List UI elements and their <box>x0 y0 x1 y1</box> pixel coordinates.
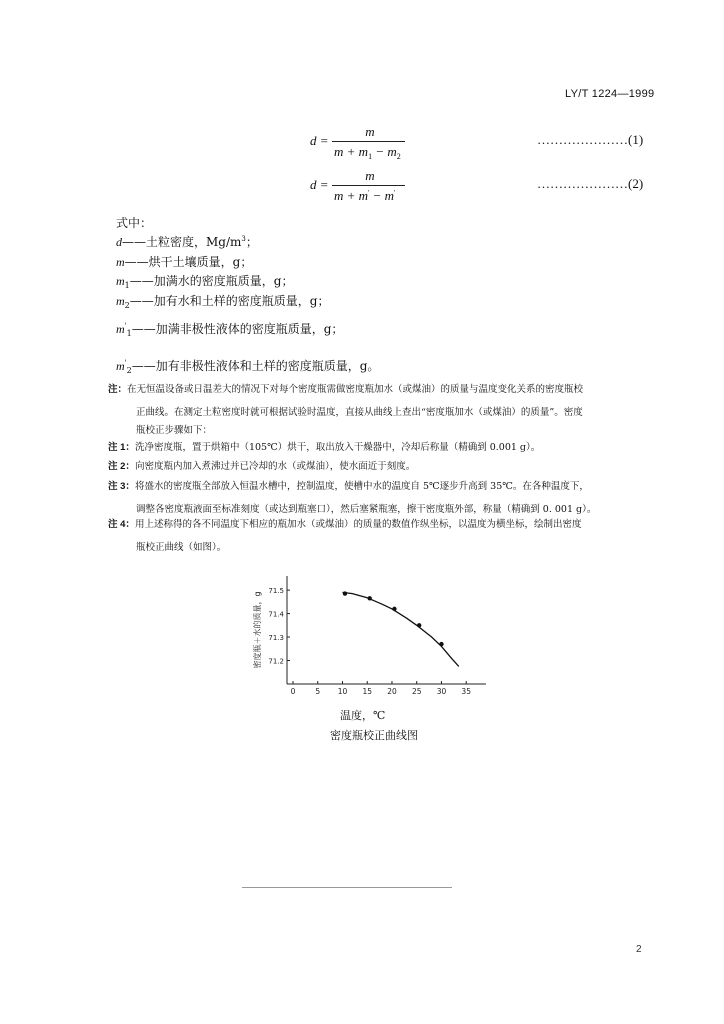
note-2: 注 2：向密度瓶内加入煮沸过并已冷却的水（或煤油），使水面近于刻度。 <box>108 461 416 472</box>
data-point <box>343 591 347 595</box>
calibration-curve <box>343 592 459 666</box>
footer-rule <box>242 887 452 888</box>
calibration-chart <box>246 572 492 702</box>
equation-2 <box>310 168 410 208</box>
note-4-line-2: 瓶校正曲线（如图）。 <box>136 542 227 553</box>
equation-1 <box>310 124 410 164</box>
equation-2-number: …………………(2) <box>537 176 644 191</box>
data-point <box>417 623 421 627</box>
note-main-line-3: 瓶校正步骤如下： <box>136 425 213 436</box>
data-point <box>439 642 443 646</box>
note-main: 注：在无恒温设备或日温差大的情况下对每个密度瓶需做密度瓶加水（或煤油）的质量与温度变化关系的密度瓶校 <box>108 384 584 395</box>
x-tick-label: 20 <box>387 687 397 696</box>
x-tick-label: 5 <box>315 687 321 696</box>
x-tick-label: 30 <box>436 687 447 696</box>
y-axis-label: 密度瓶＋水的质量，g <box>253 591 262 669</box>
equation-2-lhs: d = <box>310 177 329 192</box>
x-tick-label: 35 <box>461 687 471 696</box>
note-1: 注 1：洗净密度瓶，置于烘箱中（105℃）烘干，取出放入干燥器中，冷却后称量（精确到 0.001 g）。 <box>108 442 541 453</box>
equation-2-denominator: m + m' − m' <box>334 188 396 203</box>
equation-1-lhs: d = <box>310 133 329 148</box>
data-point <box>368 596 372 600</box>
x-tick-label: 15 <box>362 687 373 696</box>
definition-m2-prime: $m'_2——$加有非极性液体和土样的密度瓶质量，g。 <box>116 359 380 375</box>
equation-1-numerator: m <box>365 124 375 139</box>
note-3: 注 3：将盛水的密度瓶全部放入恒温水槽中，控制温度，使槽中水的温度自 5℃逐步升高到 35℃。在各种温度下， <box>108 481 589 492</box>
definition-d: d——土粒密度，$Mg/m^3$； <box>116 235 258 249</box>
y-tick-label: 71.3 <box>268 634 284 643</box>
y-tick-label: 71.2 <box>268 657 284 666</box>
definition-m1-prime: $m'_1——$加满非极性液体的密度瓶质量，g； <box>116 322 344 338</box>
equation-1-number: …………………(1) <box>537 132 644 147</box>
figure-caption: 密度瓶校正曲线图 <box>330 729 418 742</box>
x-tick-label: 10 <box>337 687 348 696</box>
data-point <box>392 607 396 611</box>
definition-m: m——烘干土壤质量，g； <box>116 255 253 269</box>
note-main-line-2: 正曲线。在测定土粒密度时就可根据试验时温度，直接从曲线上查出“密度瓶加水（或煤油）的质量”。密度 <box>136 407 583 418</box>
y-tick-label: 71.5 <box>268 587 284 596</box>
equation-1-denominator: $m + m_1 - m_2$ <box>334 144 401 161</box>
y-tick-label: 71.4 <box>268 610 284 619</box>
note-4: 注 4：用上述称得的各不同温度下相应的瓶加水（或煤油）的质量的数值作纵坐标，以温度为横坐标，绘制出密度 <box>108 519 582 530</box>
page-number: 2 <box>636 944 642 955</box>
standard-code: LY/T 1224—1999 <box>565 88 655 100</box>
x-tick-label: 0 <box>290 687 296 696</box>
equation-2-numerator: m <box>365 168 375 183</box>
definitions-heading: 式中： <box>116 216 153 230</box>
definition-m2: $m_2——$加有水和土样的密度瓶质量，g； <box>116 294 330 310</box>
x-axis-label: 温度，℃ <box>340 709 386 722</box>
note-3-line-2: 调整各密度瓶液面至标准刻度（或达到瓶塞口），然后塞紧瓶塞，擦干密度瓶外部，称量（精确到 0. 001 g）。 <box>136 504 597 515</box>
definition-m1: $m_1——$加满水的密度瓶质量，g； <box>116 274 294 290</box>
x-tick-label: 25 <box>411 687 422 696</box>
